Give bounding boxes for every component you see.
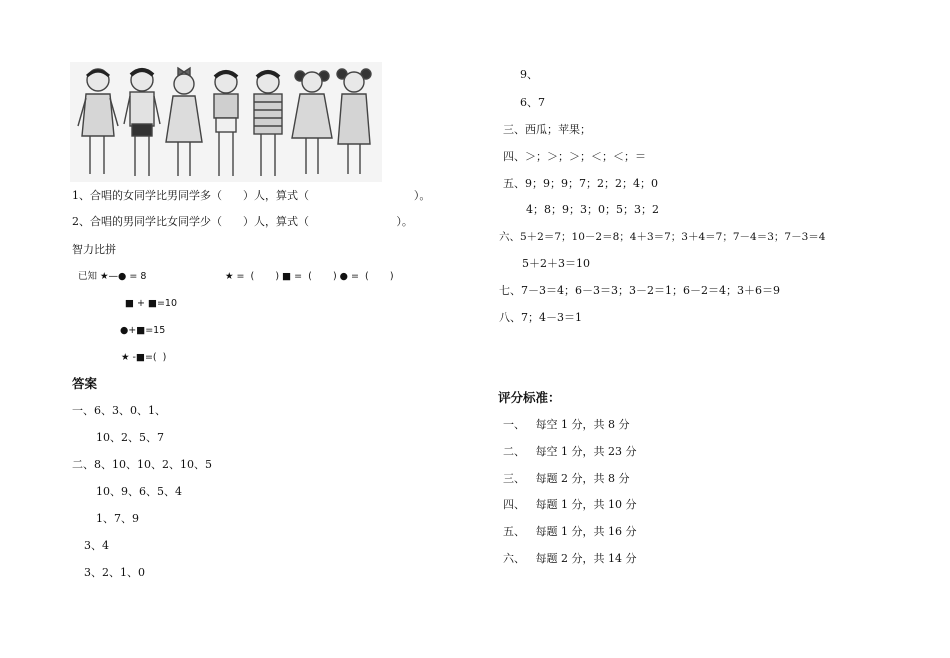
puzzle-given: 已知 ★—● = 8 bbox=[78, 271, 147, 282]
grading-item: 六、 每题 2 分，共 14 分 bbox=[503, 552, 637, 565]
puzzle-answers: ★ = ( ) ■ = ( ) ● = ( ) bbox=[225, 271, 394, 282]
answer-line: 10、2、5、7 bbox=[96, 431, 164, 444]
answer-line: 1、7、9 bbox=[96, 512, 139, 525]
puzzle-equation-1: ■ + ■=10 bbox=[125, 298, 177, 309]
answers-title: 答案 bbox=[72, 376, 98, 391]
answer-line: 4；8；9；3；0；5；3；2 bbox=[526, 203, 659, 216]
question-2: 2、合唱的男同学比女同学少（ ）人，算式（ ）。 bbox=[72, 215, 413, 228]
grading-item: 四、 每题 1 分，共 10 分 bbox=[503, 498, 637, 511]
answer-line: 6、7 bbox=[520, 96, 545, 109]
answer-line: 七、7－3＝4；6－3＝3；3－2＝1；6－2＝4；3＋6＝9 bbox=[499, 284, 780, 297]
grading-item: 三、 每题 2 分，共 8 分 bbox=[503, 472, 630, 485]
answer-line: 二、8、10、10、2、10、5 bbox=[72, 458, 212, 471]
grading-title: 评分标准： bbox=[498, 390, 561, 405]
answer-line: 5＋2＋3＝10 bbox=[522, 257, 590, 270]
answer-line: 三、西瓜；苹果； bbox=[503, 123, 591, 136]
puzzle-title: 智力比拼 bbox=[72, 243, 116, 256]
grading-item: 一、 每空 1 分，共 8 分 bbox=[503, 418, 630, 431]
answer-line: 四、＞；＞；＞；＜；＜；＝ bbox=[503, 150, 646, 163]
puzzle-equation-3: ★ -■=( ) bbox=[121, 352, 167, 363]
answer-line: 五、9；9；9；7；2；2；4；0 bbox=[503, 177, 658, 190]
puzzle-equation-2: ●+■=15 bbox=[120, 325, 166, 336]
answer-line: 3、4 bbox=[84, 539, 109, 552]
question-1: 1、合唱的女同学比男同学多（ ）人，算式（ ）。 bbox=[72, 189, 431, 202]
answer-line: 六、5＋2＝7；10－2＝8；4＋3＝7；3＋4＝7；7－4＝3；7－3＝4 bbox=[499, 231, 826, 243]
children-illustration bbox=[70, 62, 382, 182]
answer-line: 一、6、3、0、1、 bbox=[72, 404, 166, 417]
grading-item: 二、 每空 1 分，共 23 分 bbox=[503, 445, 637, 458]
answer-line: 八、7；4－3＝1 bbox=[499, 311, 582, 324]
answer-line: 9、 bbox=[520, 68, 538, 81]
grading-item: 五、 每题 1 分，共 16 分 bbox=[503, 525, 637, 538]
answer-line: 3、2、1、0 bbox=[84, 566, 145, 579]
answer-line: 10、9、6、5、4 bbox=[96, 485, 182, 498]
